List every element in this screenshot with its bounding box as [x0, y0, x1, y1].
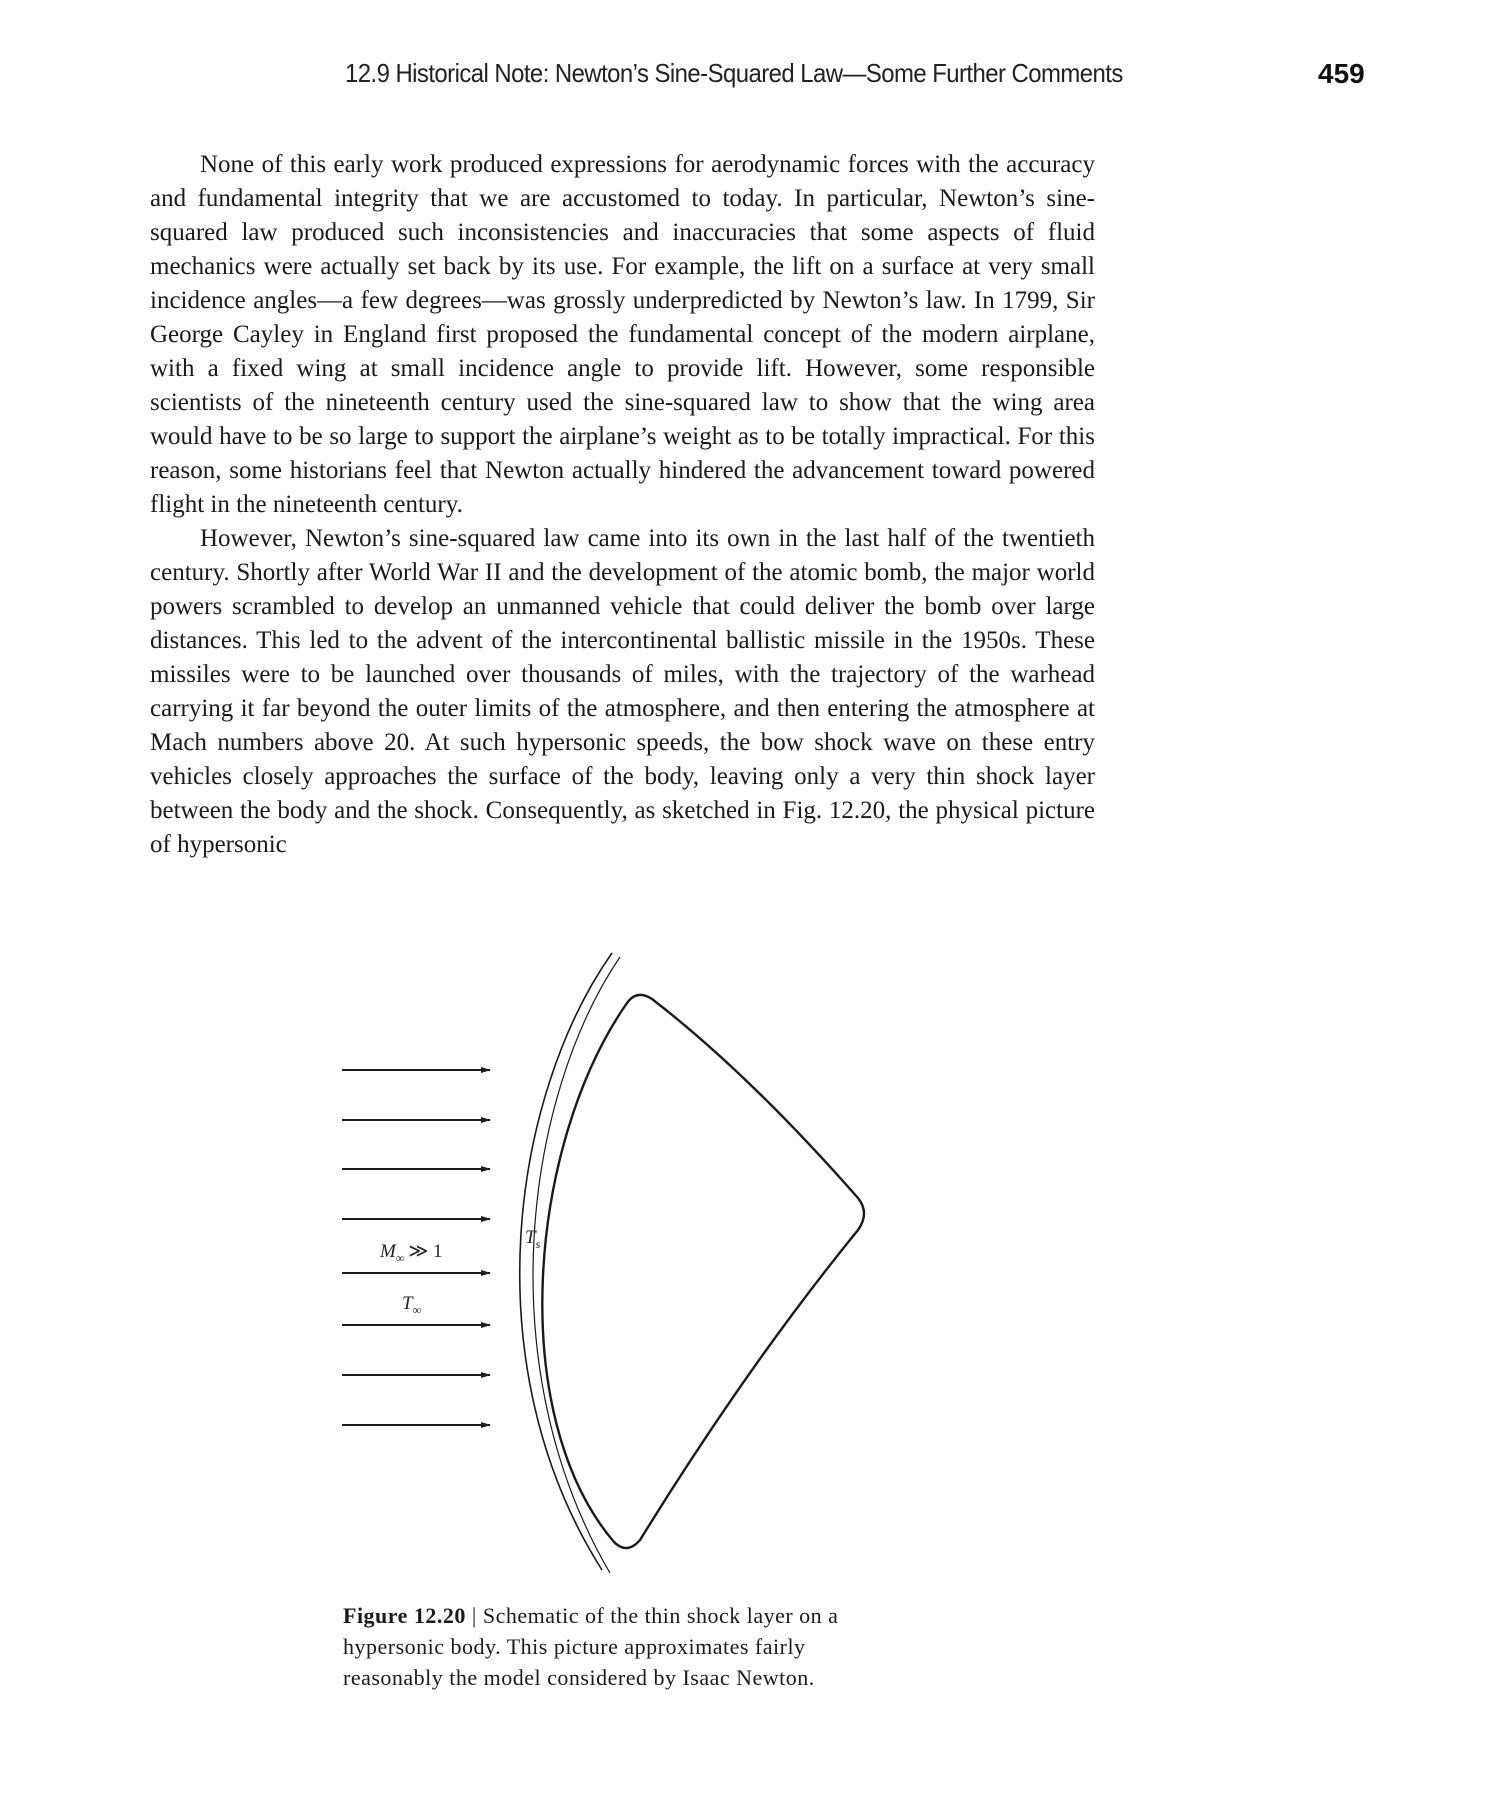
shock-layer-temp-label: $T_s$ [525, 1227, 541, 1251]
freestream-temp-label: $T_\infty$ [402, 1293, 422, 1317]
figure-caption [343, 1600, 903, 1693]
caption-text: Schematic of the thin shock layer on a hypersonic body. This picture approximates fairly reasonably the model considered by Isaac Newton. [343, 1603, 839, 1690]
figure-label: Figure 12.20 [343, 1603, 466, 1628]
running-head: 12.9 Historical Note: Newton’s Sine-Squared Law—Some Further Comments [345, 58, 1123, 88]
page-number: 459 [1318, 58, 1365, 89]
body-text [150, 148, 1095, 862]
figure-12-20 [330, 945, 940, 1585]
hypersonic-body [542, 995, 864, 1548]
shock-layer-diagram [330, 945, 940, 1585]
mach-label: $M_\infty$ ≫ 1 [380, 1241, 443, 1265]
caption-separator: | [471, 1603, 477, 1628]
paragraph-2: However, Newton’s sine-squared law came into its own in the last half of the twentieth century. Shortly after World War II and the development of the atomic bomb, the major world powers scrambled to develop an unmanned vehicle that could deliver the bomb over large distances. This led to the advent of the intercontinental ballistic missile in the 1950s. These missiles were to be launched over thousands of miles, with the trajectory of the warhead carrying it far beyond the outer limits of the atmosphere, and then entering the atmosphere at Mach numbers above 20. At such hypersonic speeds, the bow shock wave on these entry vehicles closely approaches the surface of the body, leaving only a very thin shock layer between the body and the shock. Consequently, as sketched in Fig. 12.20, the physical picture of hypersonic [150, 525, 1095, 858]
paragraph-1: None of this early work produced expressions for aerodynamic forces with the accuracy and fundamental integrity that we are accustomed to today. In particular, Newton’s sine-squared law produced such inconsistencies and inaccuracies that some aspects of fluid mechanics were actually set back by its use. For example, the lift on a surface at very small incidence angles—a few degrees—was grossly underpredicted by Newton’s law. In 1799, Sir George Cayley in England first proposed the fundamental concept of the modern airplane, with a fixed wing at small incidence angle to provide lift. However, some responsible scientists of the nineteenth century used the sine-squared law to show that the wing area would have to be so large to support the airplane’s weight as to be totally impractical. For this reason, some historians feel that Newton actually hindered the advancement toward powered flight in the nineteenth century. [150, 151, 1095, 518]
